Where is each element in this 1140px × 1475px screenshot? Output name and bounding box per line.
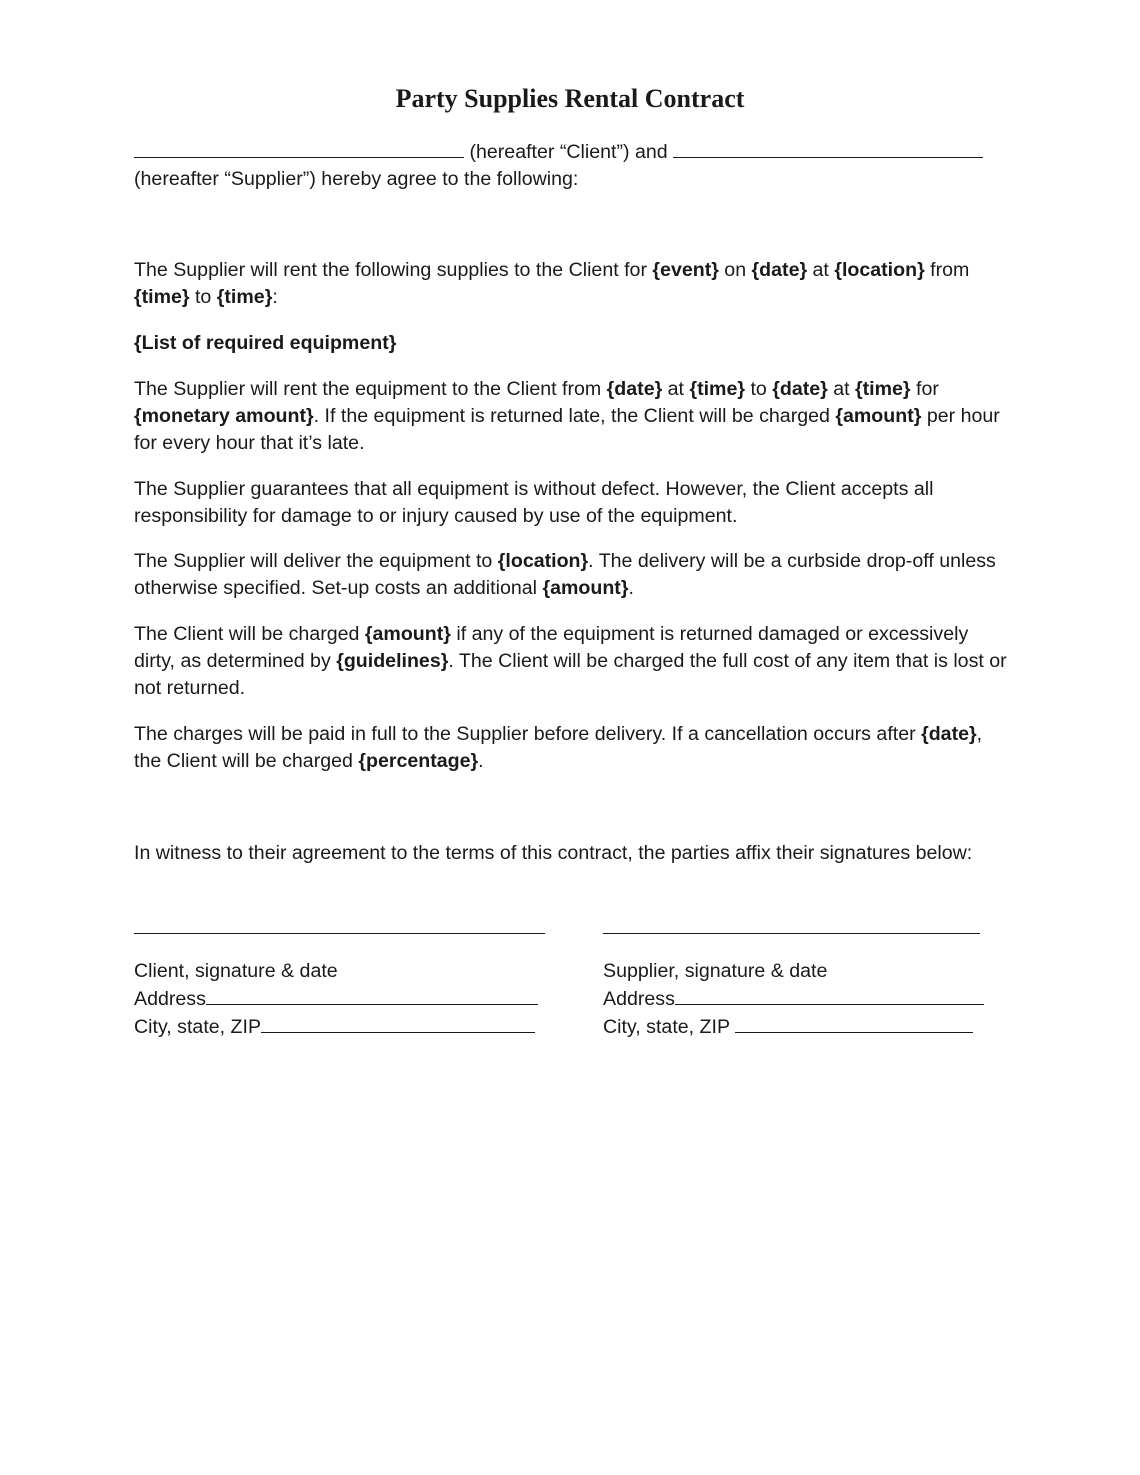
- p7-date-placeholder: {date}: [921, 723, 977, 745]
- p7-percentage-placeholder: {percentage}: [358, 750, 479, 772]
- p6-text-2: if any of the equipment is returned damaged or excessively dirty, as determined by: [134, 623, 969, 672]
- p3-text-5: for: [910, 378, 939, 400]
- p1-date-placeholder: {date}: [751, 259, 808, 281]
- p1-text-4: from: [924, 259, 970, 281]
- supplier-address-blank: [675, 985, 984, 1005]
- equipment-list-placeholder: {List of required equipment}: [134, 332, 397, 354]
- client-signature-block: [134, 958, 554, 1041]
- client-city-row: [134, 1013, 554, 1041]
- p3-monetary-amount-placeholder: {monetary amount}: [134, 405, 314, 427]
- p6-text-3: . The Client will be charged the full cost of any item that is lost or not returned.: [134, 650, 1007, 699]
- client-signature-line: [134, 933, 545, 934]
- p8-text-1: In witness to their agreement to the terms of this contract, the parties affix their signatures below:: [134, 842, 973, 864]
- supplier-signature-block: [603, 958, 1003, 1041]
- p1-text-5: to: [189, 286, 217, 308]
- p3-text-7: per hour for every hour that it’s late.: [134, 405, 1000, 454]
- p7-text-1: The charges will be paid in full to the Supplier before delivery. If a cancellation occurs after: [134, 723, 922, 745]
- p4-text-1: The Supplier guarantees that all equipment is without defect. However, the Client accepts all responsibility for damage to or injury caused by use of the equipment.: [134, 478, 934, 527]
- p3-date-start-placeholder: {date}: [606, 378, 663, 400]
- p3-time-end-placeholder: {time}: [855, 378, 911, 400]
- paragraph-payment: [134, 721, 1014, 775]
- supplier-name-blank: [673, 138, 983, 158]
- client-address-row: [134, 985, 554, 1013]
- p6-guidelines-placeholder: {guidelines}: [336, 650, 449, 672]
- p5-text-2: . The delivery will be a curbside drop-off unless otherwise specified. Set-up costs an additional: [134, 550, 996, 599]
- p1-event-placeholder: {event}: [652, 259, 719, 281]
- p6-amount-placeholder: {amount}: [364, 623, 451, 645]
- intro-line-2: (hereafter “Supplier”) hereby agree to the following:: [134, 168, 579, 190]
- document-title: Party Supplies Rental Contract: [395, 84, 745, 113]
- p1-location-placeholder: {location}: [834, 259, 925, 281]
- client-address-label: Address: [134, 988, 206, 1010]
- p1-time-end-placeholder: {time}: [216, 286, 273, 308]
- supplier-city-label: City, state, ZIP: [603, 1016, 736, 1038]
- client-address-blank: [206, 985, 538, 1005]
- p3-date-end-placeholder: {date}: [772, 378, 828, 400]
- p3-late-amount-placeholder: {amount}: [835, 405, 922, 427]
- paragraph-damage-charges: [134, 621, 1014, 702]
- p3-text-4: at: [827, 378, 856, 400]
- supplier-address-row: [603, 985, 1003, 1013]
- client-city-label: City, state, ZIP: [134, 1016, 262, 1038]
- p7-text-2: , the Client will be charged: [134, 723, 983, 772]
- p5-setup-amount-placeholder: {amount}: [542, 577, 629, 599]
- paragraph-rental-period: [134, 376, 1014, 457]
- p3-text-1: The Supplier will rent the equipment to the Client from: [134, 378, 607, 400]
- supplier-city-blank: [735, 1013, 973, 1033]
- p5-text-1: The Supplier will deliver the equipment to: [134, 550, 498, 572]
- supplier-signature-line: [603, 933, 980, 934]
- paragraph-guarantee: [134, 476, 1014, 530]
- client-signature-label: Client, signature & date: [134, 960, 338, 982]
- p3-time-start-placeholder: {time}: [689, 378, 745, 400]
- paragraph-equipment-list: [134, 330, 1014, 357]
- client-reference: (hereafter “Client”) and: [469, 141, 668, 163]
- p3-text-3: to: [745, 378, 773, 400]
- p3-text-2: at: [662, 378, 690, 400]
- p1-time-start-placeholder: {time}: [134, 286, 190, 308]
- p1-text-2: on: [718, 259, 752, 281]
- p1-text-6: :: [272, 286, 278, 308]
- p3-text-6: . If the equipment is returned late, the Client will be charged: [313, 405, 836, 427]
- supplier-signature-label: Supplier, signature & date: [603, 960, 828, 982]
- client-name-blank: [134, 138, 464, 158]
- client-city-blank: [261, 1013, 535, 1033]
- p1-text-3: at: [807, 259, 835, 281]
- supplier-address-label: Address: [603, 988, 675, 1010]
- p5-location-placeholder: {location}: [497, 550, 589, 572]
- paragraph-delivery: [134, 548, 1014, 602]
- supplier-city-row: [603, 1013, 1003, 1041]
- p1-text-1: The Supplier will rent the following supplies to the Client for: [134, 259, 653, 281]
- p7-text-3: .: [478, 750, 484, 772]
- paragraph-witness: [134, 840, 1014, 867]
- p6-text-1: The Client will be charged: [134, 623, 365, 645]
- intro-line-1: [134, 138, 1014, 166]
- p5-text-3: .: [628, 577, 634, 599]
- paragraph-rental-event: [134, 257, 1014, 311]
